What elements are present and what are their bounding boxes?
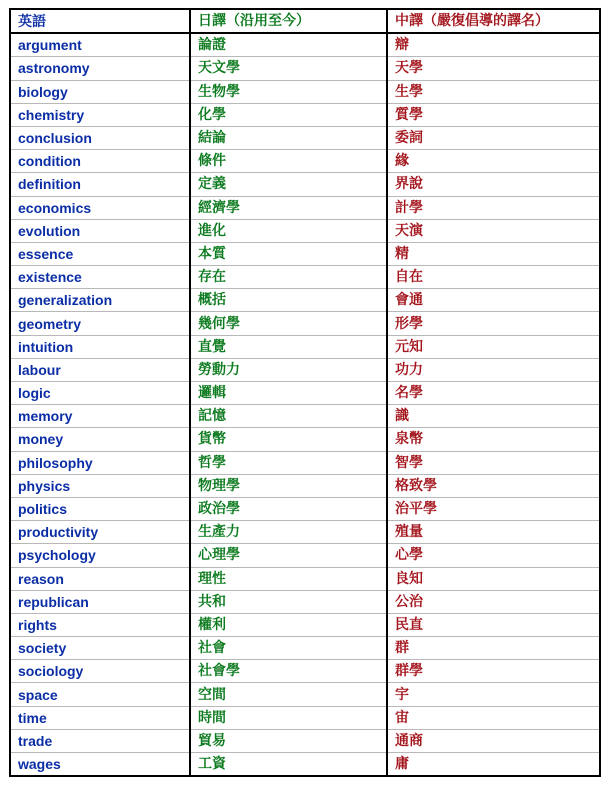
header-row — [10, 9, 600, 33]
english-term-cell: generalization — [10, 289, 190, 312]
table-row — [10, 706, 600, 729]
table-row — [10, 660, 600, 683]
chinese-translation-cell: 自在 — [387, 266, 600, 289]
english-term-cell: money — [10, 428, 190, 451]
japanese-translation-cell: 心理學 — [190, 544, 387, 567]
japanese-translation-cell: 政治學 — [190, 497, 387, 520]
english-term-cell: conclusion — [10, 126, 190, 149]
english-term-cell: time — [10, 706, 190, 729]
japanese-translation-cell: 物理學 — [190, 474, 387, 497]
japanese-translation-cell: 生產力 — [190, 521, 387, 544]
table-row — [10, 451, 600, 474]
english-term-cell: astronomy — [10, 57, 190, 80]
japanese-translation-cell: 哲學 — [190, 451, 387, 474]
japanese-translation-cell: 貨幣 — [190, 428, 387, 451]
chinese-translation-cell: 智學 — [387, 451, 600, 474]
english-term-cell: intuition — [10, 335, 190, 358]
chinese-translation-cell: 委詞 — [387, 126, 600, 149]
header-english: 英語 — [10, 9, 190, 33]
english-term-cell: wages — [10, 753, 190, 777]
english-term-cell: biology — [10, 80, 190, 103]
chinese-translation-cell: 界說 — [387, 173, 600, 196]
japanese-translation-cell: 貿易 — [190, 729, 387, 752]
table-row — [10, 173, 600, 196]
chinese-translation-cell: 會通 — [387, 289, 600, 312]
japanese-translation-cell: 勞動力 — [190, 358, 387, 381]
chinese-translation-cell: 格致學 — [387, 474, 600, 497]
translation-comparison-table — [9, 8, 601, 777]
japanese-translation-cell: 時間 — [190, 706, 387, 729]
chinese-translation-cell: 庸 — [387, 753, 600, 777]
chinese-translation-cell: 質學 — [387, 103, 600, 126]
table-row — [10, 683, 600, 706]
japanese-translation-cell: 記憶 — [190, 405, 387, 428]
table-row — [10, 497, 600, 520]
english-term-cell: trade — [10, 729, 190, 752]
english-term-cell: productivity — [10, 521, 190, 544]
chinese-translation-cell: 功力 — [387, 358, 600, 381]
chinese-translation-cell: 治平學 — [387, 497, 600, 520]
english-term-cell: geometry — [10, 312, 190, 335]
table-row — [10, 474, 600, 497]
japanese-translation-cell: 空間 — [190, 683, 387, 706]
header-japanese-translation: 日譯（沿用至今） — [190, 9, 387, 33]
table-row — [10, 33, 600, 57]
english-term-cell: existence — [10, 266, 190, 289]
chinese-translation-cell: 元知 — [387, 335, 600, 358]
table-row — [10, 729, 600, 752]
table-body — [10, 33, 600, 776]
japanese-translation-cell: 本質 — [190, 242, 387, 265]
chinese-translation-cell: 心學 — [387, 544, 600, 567]
chinese-translation-cell: 群 — [387, 637, 600, 660]
table-row — [10, 266, 600, 289]
english-term-cell: republican — [10, 590, 190, 613]
english-term-cell: chemistry — [10, 103, 190, 126]
chinese-translation-cell: 名學 — [387, 382, 600, 405]
chinese-translation-cell: 天學 — [387, 57, 600, 80]
table-row — [10, 242, 600, 265]
chinese-translation-cell: 天演 — [387, 219, 600, 242]
table-row — [10, 567, 600, 590]
japanese-translation-cell: 幾何學 — [190, 312, 387, 335]
japanese-translation-cell: 邏輯 — [190, 382, 387, 405]
japanese-translation-cell: 定義 — [190, 173, 387, 196]
japanese-translation-cell: 生物學 — [190, 80, 387, 103]
english-term-cell: logic — [10, 382, 190, 405]
english-term-cell: rights — [10, 613, 190, 636]
table-row — [10, 428, 600, 451]
japanese-translation-cell: 工資 — [190, 753, 387, 777]
japanese-translation-cell: 經濟學 — [190, 196, 387, 219]
chinese-translation-cell: 通商 — [387, 729, 600, 752]
chinese-translation-cell: 公治 — [387, 590, 600, 613]
english-term-cell: sociology — [10, 660, 190, 683]
english-term-cell: society — [10, 637, 190, 660]
table-row — [10, 358, 600, 381]
table-row — [10, 613, 600, 636]
table-row — [10, 335, 600, 358]
english-term-cell: psychology — [10, 544, 190, 567]
japanese-translation-cell: 存在 — [190, 266, 387, 289]
chinese-translation-cell: 殖量 — [387, 521, 600, 544]
chinese-translation-cell: 形學 — [387, 312, 600, 335]
chinese-translation-cell: 群學 — [387, 660, 600, 683]
japanese-translation-cell: 共和 — [190, 590, 387, 613]
chinese-translation-cell: 生學 — [387, 80, 600, 103]
chinese-translation-cell: 辯 — [387, 33, 600, 57]
table-row — [10, 590, 600, 613]
japanese-translation-cell: 天文學 — [190, 57, 387, 80]
japanese-translation-cell: 社會 — [190, 637, 387, 660]
table-row — [10, 753, 600, 777]
table-row — [10, 150, 600, 173]
english-term-cell: definition — [10, 173, 190, 196]
chinese-translation-cell: 良知 — [387, 567, 600, 590]
english-term-cell: evolution — [10, 219, 190, 242]
table-row — [10, 126, 600, 149]
english-term-cell: memory — [10, 405, 190, 428]
japanese-translation-cell: 結論 — [190, 126, 387, 149]
chinese-translation-cell: 精 — [387, 242, 600, 265]
table-row — [10, 544, 600, 567]
english-term-cell: labour — [10, 358, 190, 381]
table-row — [10, 196, 600, 219]
japanese-translation-cell: 理性 — [190, 567, 387, 590]
chinese-translation-cell: 宇 — [387, 683, 600, 706]
table-row — [10, 405, 600, 428]
chinese-translation-cell: 泉幣 — [387, 428, 600, 451]
chinese-translation-cell: 民直 — [387, 613, 600, 636]
english-term-cell: reason — [10, 567, 190, 590]
table-header — [10, 9, 600, 33]
chinese-translation-cell: 緣 — [387, 150, 600, 173]
english-term-cell: politics — [10, 497, 190, 520]
table-row — [10, 80, 600, 103]
japanese-translation-cell: 社會學 — [190, 660, 387, 683]
english-term-cell: essence — [10, 242, 190, 265]
header-chinese-translation: 中譯（嚴復倡導的譯名） — [387, 9, 600, 33]
japanese-translation-cell: 化學 — [190, 103, 387, 126]
english-term-cell: argument — [10, 33, 190, 57]
english-term-cell: condition — [10, 150, 190, 173]
japanese-translation-cell: 論證 — [190, 33, 387, 57]
english-term-cell: economics — [10, 196, 190, 219]
table-row — [10, 312, 600, 335]
english-term-cell: physics — [10, 474, 190, 497]
table-row — [10, 382, 600, 405]
japanese-translation-cell: 進化 — [190, 219, 387, 242]
japanese-translation-cell: 條件 — [190, 150, 387, 173]
table-row — [10, 289, 600, 312]
japanese-translation-cell: 概括 — [190, 289, 387, 312]
table-row — [10, 57, 600, 80]
japanese-translation-cell: 直覺 — [190, 335, 387, 358]
table-row — [10, 637, 600, 660]
japanese-translation-cell: 權利 — [190, 613, 387, 636]
table-row — [10, 219, 600, 242]
english-term-cell: philosophy — [10, 451, 190, 474]
english-term-cell: space — [10, 683, 190, 706]
table-row — [10, 103, 600, 126]
chinese-translation-cell: 宙 — [387, 706, 600, 729]
table-row — [10, 521, 600, 544]
chinese-translation-cell: 計學 — [387, 196, 600, 219]
chinese-translation-cell: 識 — [387, 405, 600, 428]
translation-table-container — [9, 8, 601, 777]
